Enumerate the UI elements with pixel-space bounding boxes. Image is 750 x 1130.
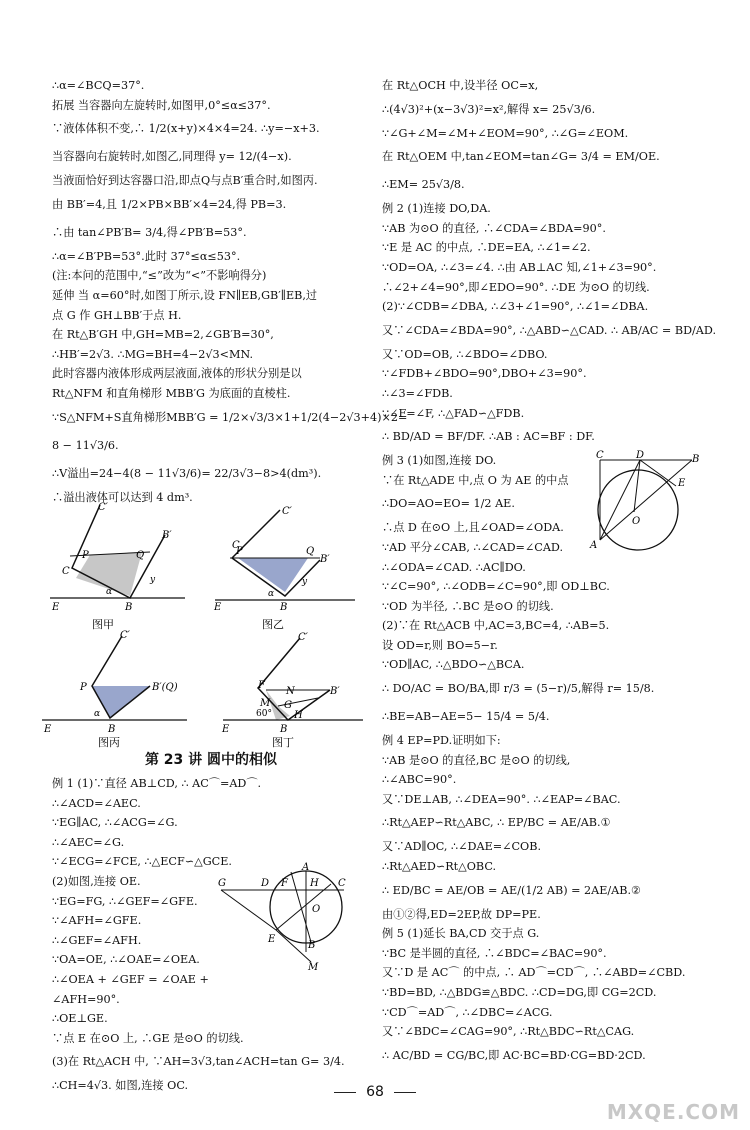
- text-line: ∠AFH=90°.: [52, 992, 120, 1006]
- text-line: 例 1 (1)∵直径 AB⊥CD, ∴ AC⌒=AD⌒.: [52, 777, 262, 790]
- text-line: ∵EG=FG, ∴∠GEF=∠GFE.: [52, 894, 198, 908]
- text-line: ∴ ED/BC = AE/OB = AE/(1/2 AB) = 2AE/AB.②: [382, 883, 642, 897]
- text-line: ∵E 是 AC 的中点, ∴DE=EA, ∴∠1=∠2.: [382, 241, 591, 255]
- text-line: ∵液体体积不变,∴ 1/2(x+y)×4×4=24. ∴y=−x+3.: [52, 122, 320, 136]
- text-line: 拓展 当容器向左旋转时,如图甲,0°≤α≤37°.: [52, 98, 271, 112]
- figure-ding: [218, 628, 368, 748]
- text-line: ∴∠ODA=∠CAD. ∴AC∥DO.: [382, 560, 526, 574]
- text-line: 又∵AD∥OC, ∴∠DAE=∠COB.: [382, 840, 542, 854]
- svg-text:H: H: [294, 710, 303, 721]
- page-number: [0, 1084, 750, 1100]
- text-line: (2)如图,连接 OE.: [52, 874, 141, 888]
- svg-text:C′: C′: [120, 630, 130, 641]
- svg-text:G: G: [284, 700, 292, 711]
- svg-text:E: E: [44, 724, 52, 735]
- svg-text:E: E: [52, 602, 60, 613]
- text-line: ∵EG∥AC, ∴∠ACG=∠G.: [52, 816, 178, 830]
- text-line: ∴BE=AB−AE=5− 15/4 = 5/4.: [382, 710, 550, 724]
- text-line: 又∵∠BDC=∠CAG=90°, ∴Rt△BDC∽Rt△CAG.: [382, 1025, 635, 1039]
- svg-text:F: F: [281, 878, 288, 889]
- text-line: (2)∵在 Rt△ACB 中,AC=3,BC=4, ∴AB=5.: [382, 619, 610, 633]
- text-line: ∵∠G+∠M=∠M+∠EOM=90°, ∴∠G=∠EOM.: [382, 126, 629, 140]
- text-line: 当容器向右旋转时,如图乙,同理得 y= 12/(4−x).: [52, 150, 292, 164]
- svg-text:B: B: [280, 724, 288, 735]
- text-line: ∵S△NFM+S直角梯形MBB′G = 1/2×√3/3×1+1/2(4−2√3+4)×2=: [52, 410, 408, 424]
- page-number-text: 68: [366, 1084, 384, 1100]
- text-line: 由①②得,ED=2EP,故 DP=PE.: [382, 907, 541, 921]
- figure-caption-yi: 图乙: [262, 618, 284, 631]
- text-line: ∴∠2+∠4=90°,即∠EDO=90°. ∴DE 为⊙O 的切线.: [382, 280, 650, 294]
- section-title: 第 23 讲 圆中的相似: [144, 752, 278, 768]
- svg-text:B: B: [692, 454, 700, 465]
- svg-text:α: α: [106, 587, 113, 597]
- text-line: 8 − 11√3/6.: [52, 438, 119, 452]
- text-line: ∴DO=AO=EO= 1/2 AE.: [382, 497, 515, 511]
- text-line: (3)在 Rt△ACH 中, ∵AH=3√3,tan∠ACH=tan G= 3/4.: [52, 1055, 345, 1069]
- text-line: 又∵D 是 AC⌒ 的中点, ∴ AD⌒=CD⌒, ∴∠ABD=∠CBD.: [382, 966, 686, 980]
- text-line: ∴∠ABC=90°.: [382, 773, 457, 787]
- text-line: ∴ AC/BD = CG/BC,即 AC·BC=BD·CG=BD·2CD.: [382, 1048, 646, 1062]
- text-line: 例 4 EP=PD.证明如下:: [382, 734, 501, 748]
- text-line: 在 Rt△B′GH 中,GH=MB=2,∠GB′B=30°,: [52, 328, 274, 342]
- text-line: ∴点 D 在⊙O 上,且∠OAD=∠ODA.: [382, 521, 564, 535]
- text-line: 在 Rt△OEM 中,tan∠EOM=tan∠G= 3/4 = EM/OE.: [382, 150, 660, 164]
- figure-example3-circle: [588, 452, 706, 552]
- figure-caption-ding: 图丁: [272, 736, 294, 749]
- text-line: 又∵∠CDA=∠BDA=90°, ∴△ABD∽△CAD. ∴ AB/AC = BD/AD.: [382, 323, 717, 337]
- text-line: ∴∠3=∠FDB.: [382, 386, 453, 400]
- svg-text:α: α: [268, 589, 275, 599]
- svg-text:B′(Q): B′(Q): [152, 682, 178, 693]
- svg-text:C: C: [62, 566, 70, 577]
- text-line: ∵∠F=∠F, ∴△FAD∽△FDB.: [382, 406, 525, 420]
- svg-text:E: E: [268, 934, 276, 945]
- svg-text:P: P: [80, 682, 87, 693]
- svg-text:N: N: [286, 686, 295, 697]
- text-line: 延伸 当 α=60°时,如图丁所示,设 FN∥EB,GB′∥EB,过: [52, 288, 318, 302]
- text-line: 设 OD=r,则 BO=5−r.: [382, 638, 498, 652]
- text-line: ∵OA=OE, ∴∠OAE=∠OEA.: [52, 953, 200, 967]
- text-line: ∴∠OEA + ∠GEF = ∠OAE +: [52, 972, 209, 986]
- text-line: ∴Rt△AED∽Rt△OBC.: [382, 860, 497, 874]
- text-line: 例 3 (1)如图,连接 DO.: [382, 454, 497, 468]
- svg-text:H: H: [310, 878, 319, 889]
- svg-text:D: D: [261, 878, 270, 889]
- text-line: ∵∠ECG=∠FCE, ∴△ECF∽△GCE.: [52, 855, 232, 869]
- text-line: 例 5 (1)延长 BA,CD 交于点 G.: [382, 927, 540, 941]
- svg-text:B: B: [108, 724, 116, 735]
- text-line: ∵AB 是⊙O 的直径,BC 是⊙O 的切线,: [382, 753, 571, 767]
- text-line: ∵点 E 在⊙O 上, ∴GE 是⊙O 的切线.: [52, 1031, 244, 1045]
- svg-text:B: B: [308, 940, 316, 951]
- text-line: 由 BB′=4,且 1/2×PB×BB′×4=24,得 PB=3.: [52, 197, 287, 211]
- svg-text:M: M: [308, 962, 319, 973]
- svg-text:60°: 60°: [256, 709, 272, 719]
- svg-text:B: B: [280, 602, 288, 613]
- figure-bing: [42, 628, 192, 748]
- svg-text:F: F: [258, 680, 265, 691]
- text-line: ∵∠AFH=∠GFE.: [52, 914, 142, 928]
- text-line: ∴ BD/AD = BF/DF. ∴AB : AC=BF : DF.: [382, 430, 595, 444]
- svg-text:α: α: [94, 709, 101, 719]
- text-line: ∴HB′=2√3. ∴MG=BH=4−2√3<MN.: [52, 347, 254, 361]
- svg-text:O: O: [632, 516, 641, 527]
- text-line: ∵AD 平分∠CAB, ∴∠CAD=∠CAD.: [382, 540, 564, 554]
- svg-text:Q: Q: [136, 550, 145, 561]
- text-line: ∵BD=BD, ∴△BDG≌△BDC. ∴CD=DG,即 CG=2CD.: [382, 986, 657, 999]
- text-line: 例 2 (1)连接 DO,DA.: [382, 202, 491, 216]
- svg-text:P: P: [236, 546, 243, 557]
- text-line: ∴CH=4√3. 如图,连接 OC.: [52, 1079, 189, 1093]
- text-line: 又∵OD=OB, ∴∠BDO=∠DBO.: [382, 347, 548, 361]
- text-line: ∴Rt△AEP∽Rt△ABC, ∴ EP/BC = AE/AB.①: [382, 816, 611, 830]
- text-line: 又∵DE⊥AB, ∴∠DEA=90°. ∴∠EAP=∠BAC.: [382, 792, 621, 806]
- text-line: ∵AB 为⊙O 的直径, ∴∠CDA=∠BDA=90°.: [382, 221, 606, 235]
- text-line: ∵OD∥AC, ∴△BDO∽△BCA.: [382, 658, 525, 672]
- text-line: Rt△NFM 和直角梯形 MBB′G 为底面的直棱柱.: [52, 386, 291, 400]
- svg-text:C′: C′: [98, 502, 108, 513]
- text-line: ∴ DO/AC = BO/BA,即 r/3 = (5−r)/5,解得 r= 15/8.: [382, 682, 655, 696]
- svg-text:M: M: [260, 698, 271, 709]
- text-line: ∴α=∠BCQ=37°.: [52, 79, 145, 92]
- text-line: ∴由 tan∠PB′B= 3/4,得∠PB′B=53°.: [52, 225, 247, 239]
- text-line: ∴∠AEC=∠G.: [52, 835, 125, 849]
- text-line: ∴V溢出=24−4(8 − 11√3/6)= 22/3√3−8>4(dm³).: [52, 466, 322, 480]
- figure-example1-circle: [216, 862, 356, 972]
- text-line: ∵∠C=90°, ∴∠ODB=∠C=90°,即 OD⊥BC.: [382, 580, 610, 594]
- text-line: ∵在 Rt△ADE 中,点 O 为 AE 的中点: [382, 473, 569, 487]
- text-line: ∴溢出液体可以达到 4 dm³.: [52, 490, 193, 504]
- text-line: (注:本问的范围中,“≤”改为“<”不影响得分): [52, 269, 267, 283]
- svg-text:B′: B′: [162, 530, 172, 541]
- svg-text:A: A: [302, 862, 310, 873]
- text-line: 此时容器内液体形成两层液面,液体的形状分别是以: [52, 367, 302, 381]
- text-line: ∴α=∠B′PB=53°.此时 37°≤α≤53°.: [52, 249, 241, 263]
- svg-text:Q: Q: [306, 546, 315, 557]
- svg-text:A: A: [590, 540, 598, 551]
- text-line: 点 G 作 GH⊥BB′于点 H.: [52, 308, 182, 322]
- text-line: ∵OD=OA, ∴∠3=∠4. ∴由 AB⊥AC 知,∠1+∠3=90°.: [382, 260, 657, 274]
- text-line: ∴∠GEF=∠AFH.: [52, 933, 142, 947]
- figure-caption-jia: 图甲: [92, 618, 114, 631]
- svg-text:C′: C′: [282, 506, 292, 517]
- watermark-logo: MXQE.COM: [606, 1100, 740, 1124]
- right-column: [382, 76, 717, 1070]
- text-line: ∴OE⊥GE.: [52, 1012, 108, 1026]
- svg-text:P: P: [82, 550, 89, 561]
- text-line: ∵OD 为半径, ∴BC 是⊙O 的切线.: [382, 599, 554, 613]
- svg-text:D: D: [636, 450, 645, 461]
- left-column-top: [52, 76, 408, 507]
- text-line: ∴(4√3)²+(x−3√3)²=x²,解得 x= 25√3/6.: [382, 102, 596, 116]
- svg-text:C: C: [596, 450, 604, 461]
- svg-text:y: y: [302, 577, 308, 587]
- svg-text:C′: C′: [298, 632, 308, 643]
- text-line: 当液面恰好到达容器口沿,即点Q与点B′重合时,如图丙.: [52, 174, 318, 188]
- svg-text:C: C: [232, 540, 240, 551]
- svg-text:C: C: [338, 878, 346, 889]
- svg-text:y: y: [150, 575, 156, 585]
- figure-caption-bing: 图丙: [98, 736, 120, 749]
- svg-text:B: B: [125, 602, 133, 613]
- text-line: 在 Rt△OCH 中,设半径 OC=x,: [382, 79, 539, 92]
- text-line: ∵BC 是半圆的直径, ∴∠BDC=∠BAC=90°.: [382, 946, 607, 960]
- svg-text:B′: B′: [320, 554, 330, 565]
- svg-text:E: E: [214, 602, 222, 613]
- text-line: ∴∠ACD=∠AEC.: [52, 796, 141, 810]
- svg-text:E: E: [222, 724, 230, 735]
- text-line: (2)∵∠CDB=∠DBA, ∴∠3+∠1=90°, ∴∠1=∠DBA.: [382, 300, 649, 314]
- svg-text:O: O: [312, 904, 321, 915]
- text-line: ∴EM= 25√3/8.: [382, 178, 465, 192]
- text-line: ∵∠FDB+∠BDO=90°,DBO+∠3=90°.: [382, 367, 587, 381]
- svg-text:G: G: [218, 878, 226, 889]
- text-line: ∵CD⌒=AD⌒, ∴∠DBC=∠ACG.: [382, 1005, 553, 1019]
- svg-text:E: E: [678, 478, 686, 489]
- svg-text:B′: B′: [330, 686, 340, 697]
